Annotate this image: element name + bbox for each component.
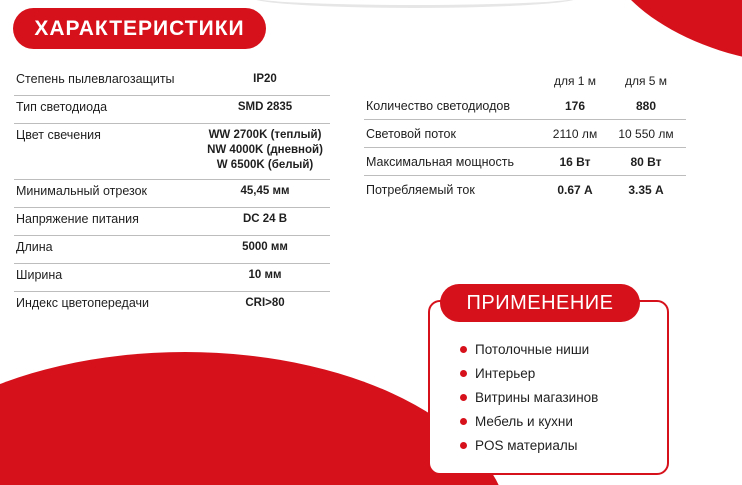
- spec-name: Степень пылевлагозащиты: [16, 72, 175, 86]
- application-title: ПРИМЕНЕНИЕ: [440, 284, 640, 322]
- list-item: Витрины магазинов: [460, 385, 598, 409]
- row-name: Количество светодиодов: [366, 98, 510, 113]
- table-row: [364, 92, 686, 120]
- spec-name: Минимальный отрезок: [16, 184, 148, 198]
- section-title: ХАРАКТЕРИСТИКИ: [13, 8, 266, 49]
- table-row: [364, 120, 686, 148]
- value-5m: 880: [635, 98, 657, 113]
- value-1m: 16 Вт: [559, 154, 591, 169]
- spec-row: [14, 208, 330, 236]
- spec-name: Длина: [16, 240, 53, 254]
- value-1m: 176: [564, 98, 586, 113]
- spec-name: Ширина: [16, 268, 63, 282]
- value-1m: 2110 лм: [552, 126, 598, 141]
- spec-name: Напряжение питания: [16, 212, 139, 226]
- spec-row: [14, 236, 330, 264]
- bullet-icon: [460, 418, 467, 425]
- value-5m: 80 Вт: [630, 154, 662, 169]
- bullet-icon: [460, 442, 467, 449]
- spec-name: Цвет свечения: [16, 128, 101, 142]
- spec-value: DC 24 В: [242, 213, 288, 225]
- bullet-icon: [460, 346, 467, 353]
- spec-row: [14, 180, 330, 208]
- column-header-5m: для 5 м: [624, 74, 668, 88]
- row-name: Потребляемый ток: [366, 183, 475, 197]
- spec-value: 10 мм: [248, 269, 282, 281]
- spec-row: [14, 264, 330, 292]
- list-item: Интерьер: [460, 361, 598, 385]
- spec-row: [14, 124, 330, 180]
- table-row: [364, 148, 686, 176]
- value-1m: 0.67 А: [557, 183, 593, 197]
- table-row: [364, 176, 686, 204]
- list-item: Потолочные ниши: [460, 337, 598, 361]
- spec-row: [14, 292, 330, 320]
- specs-table-left: [14, 68, 330, 320]
- column-header-1m: для 1 м: [553, 74, 597, 88]
- list-item: POS материалы: [460, 433, 598, 457]
- decorative-top-right-shape: [585, 0, 742, 63]
- application-list: [460, 337, 598, 457]
- table-header: [364, 70, 686, 92]
- spec-value: IP20: [253, 73, 277, 85]
- bullet-icon: [460, 394, 467, 401]
- bullet-icon: [460, 370, 467, 377]
- list-item: Мебель и кухни: [460, 409, 598, 433]
- spec-value: 5000 мм: [242, 241, 288, 253]
- spec-value: CRI>80: [245, 297, 285, 309]
- spec-row: [14, 96, 330, 124]
- spec-value: 45,45 мм: [240, 185, 290, 197]
- specs-table-right: [364, 70, 686, 204]
- decorative-top-arc: [250, 0, 580, 8]
- value-5m: 3.35 А: [628, 183, 664, 197]
- spec-row: [14, 68, 330, 96]
- spec-name: Индекс цветопередачи: [16, 296, 150, 310]
- spec-name: Тип светодиода: [16, 100, 108, 114]
- spec-value: SMD 2835: [237, 101, 293, 113]
- value-5m: 10 550 лм: [618, 126, 674, 141]
- row-name: Световой поток: [366, 126, 456, 141]
- row-name: Максимальная мощность: [366, 154, 514, 169]
- spec-value: WW 2700K (теплый) NW 4000K (дневной) W 6500K (белый): [207, 129, 323, 171]
